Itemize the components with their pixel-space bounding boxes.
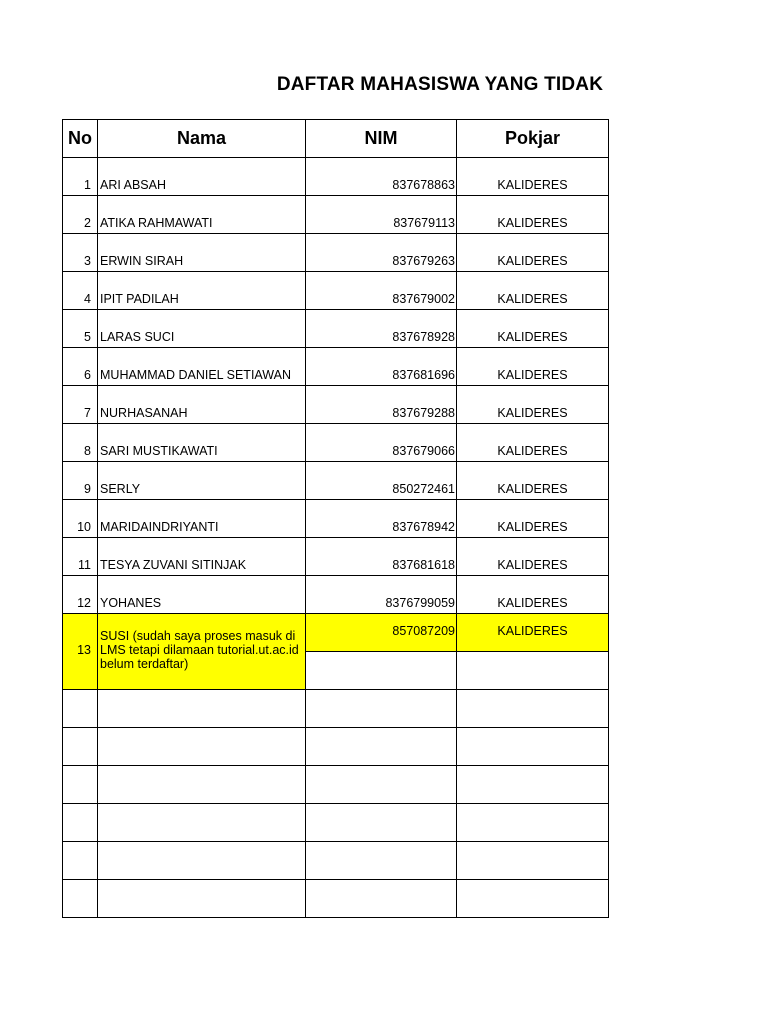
row-pokjar-cell[interactable]: KALIDERES [457,196,609,234]
header-nama[interactable]: Nama [98,120,306,158]
empty-nim-cell[interactable] [306,690,457,728]
empty-nim-cell[interactable] [306,880,457,918]
row-nim-cell[interactable]: 837681696 [306,348,457,386]
table-row-empty [63,690,609,728]
row-pokjar-cell[interactable]: KALIDERES [457,272,609,310]
table-row [63,538,609,576]
row-nim-cell[interactable]: 850272461 [306,462,457,500]
row-nama-cell[interactable]: ARI ABSAH [98,158,306,196]
header-nim[interactable]: NIM [306,120,457,158]
row-nim-cell[interactable]: 837679263 [306,234,457,272]
row-no-cell[interactable]: 8 [63,424,98,462]
empty-no-cell[interactable] [63,880,98,918]
empty-no-cell[interactable] [63,766,98,804]
row-nama-cell[interactable]: MARIDAINDRIYANTI [98,500,306,538]
row-nim-cell[interactable]: 837678942 [306,500,457,538]
row-no-cell[interactable]: 1 [63,158,98,196]
empty-nim-cell[interactable] [306,842,457,880]
row-pokjar-cell[interactable]: KALIDERES [457,576,609,614]
table-row-highlighted [63,614,609,652]
empty-nim-cell[interactable] [306,766,457,804]
row-no-cell[interactable]: 5 [63,310,98,348]
row-nim-cell[interactable]: 837679066 [306,424,457,462]
table-row [63,158,609,196]
header-no[interactable]: No [63,120,98,158]
empty-pokjar-cell[interactable] [457,880,609,918]
empty-no-cell[interactable] [63,690,98,728]
row-nim-cell[interactable]: 837679002 [306,272,457,310]
empty-nama-cell[interactable] [98,766,306,804]
table-row [63,576,609,614]
student-table [62,119,609,918]
header-pokjar[interactable]: Pokjar [457,120,609,158]
row-nim-cell[interactable]: 837681618 [306,538,457,576]
table-row [63,234,609,272]
row-no-cell[interactable]: 3 [63,234,98,272]
table-row [63,348,609,386]
row-pokjar-cell[interactable]: KALIDERES [457,348,609,386]
row-nama-cell[interactable]: MUHAMMAD DANIEL SETIAWAN [98,348,306,386]
row-nama-cell[interactable]: ERWIN SIRAH [98,234,306,272]
row-nim-cell[interactable]: 837678863 [306,158,457,196]
row-nama-cell[interactable]: SUSI (sudah saya proses masuk di LMS tetapi dilamaan tutorial.ut.ac.id belum terdaftar) [98,614,306,690]
row-nama-cell[interactable]: YOHANES [98,576,306,614]
row-no-cell[interactable]: 13 [63,614,98,690]
empty-pokjar-cell[interactable] [457,804,609,842]
row-nim-cell[interactable]: 857087209 [306,614,457,652]
row-no-cell[interactable]: 9 [63,462,98,500]
row-pokjar-cell[interactable]: KALIDERES [457,462,609,500]
empty-pokjar-cell[interactable] [457,766,609,804]
row-nim-cell[interactable]: 837678928 [306,310,457,348]
empty-pokjar-cell[interactable] [457,728,609,766]
table-row [63,386,609,424]
row-pokjar-cell[interactable]: KALIDERES [457,538,609,576]
row-pokjar-cell[interactable]: KALIDERES [457,500,609,538]
empty-no-cell[interactable] [63,728,98,766]
table-row-empty [63,804,609,842]
row-no-cell[interactable]: 11 [63,538,98,576]
table-row-empty [63,880,609,918]
table-header-row [63,120,609,158]
row-no-cell[interactable]: 12 [63,576,98,614]
empty-nim-cell[interactable] [306,652,457,690]
row-no-cell[interactable]: 2 [63,196,98,234]
row-no-cell[interactable]: 7 [63,386,98,424]
row-pokjar-cell[interactable]: KALIDERES [457,386,609,424]
row-nama-cell[interactable]: LARAS SUCI [98,310,306,348]
row-pokjar-cell[interactable]: KALIDERES [457,234,609,272]
empty-nama-cell[interactable] [98,690,306,728]
row-no-cell[interactable]: 6 [63,348,98,386]
table-row [63,462,609,500]
empty-pokjar-cell[interactable] [457,652,609,690]
empty-no-cell[interactable] [63,842,98,880]
empty-nama-cell[interactable] [98,880,306,918]
row-pokjar-cell[interactable]: KALIDERES [457,158,609,196]
row-nama-cell[interactable]: NURHASANAH [98,386,306,424]
row-nim-cell[interactable]: 837679288 [306,386,457,424]
row-nama-cell[interactable]: SERLY [98,462,306,500]
empty-nim-cell[interactable] [306,804,457,842]
row-no-cell[interactable]: 10 [63,500,98,538]
empty-nim-cell[interactable] [306,728,457,766]
row-pokjar-cell[interactable]: KALIDERES [457,614,609,652]
table-row-empty [63,728,609,766]
table-row-empty [63,842,609,880]
table-row [63,196,609,234]
table-row [63,272,609,310]
row-nama-cell[interactable]: TESYA ZUVANI SITINJAK [98,538,306,576]
empty-pokjar-cell[interactable] [457,690,609,728]
table-row [63,310,609,348]
sheet-title: DAFTAR MAHASISWA YANG TIDAK [276,74,604,95]
row-nim-cell[interactable]: 8376799059 [306,576,457,614]
empty-no-cell[interactable] [63,804,98,842]
empty-nama-cell[interactable] [98,804,306,842]
row-no-cell[interactable]: 4 [63,272,98,310]
empty-nama-cell[interactable] [98,728,306,766]
row-nama-cell[interactable]: IPIT PADILAH [98,272,306,310]
table-row [63,500,609,538]
empty-nama-cell[interactable] [98,842,306,880]
row-pokjar-cell[interactable]: KALIDERES [457,310,609,348]
row-nim-cell[interactable]: 837679113 [306,196,457,234]
empty-pokjar-cell[interactable] [457,842,609,880]
row-nama-cell[interactable]: SARI MUSTIKAWATI [98,424,306,462]
row-nama-cell[interactable]: ATIKA RAHMAWATI [98,196,306,234]
table-row [63,424,609,462]
row-pokjar-cell[interactable]: KALIDERES [457,424,609,462]
table-row-empty [63,766,609,804]
